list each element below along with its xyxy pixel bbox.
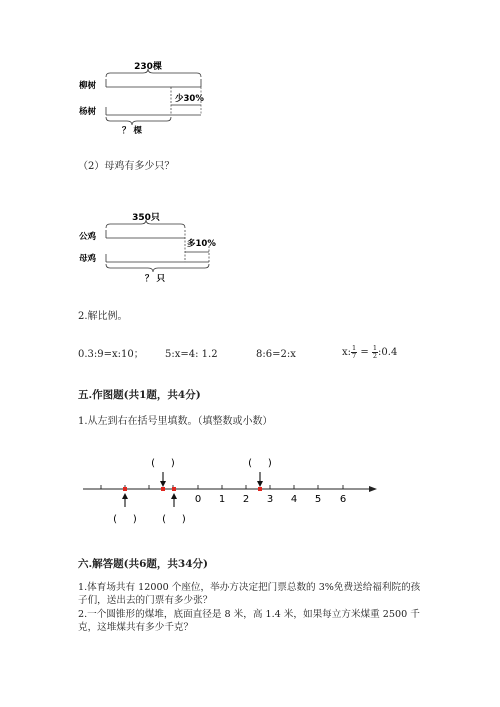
- down-arrow-left: [160, 472, 166, 487]
- total-label: 230棵: [134, 62, 162, 72]
- equation-4-prefix: x:: [342, 347, 352, 358]
- proportion-heading: 2.解比例。: [78, 311, 128, 322]
- answer-parens: [113, 458, 272, 525]
- diff-label: 少30%: [175, 94, 204, 104]
- tick-label-3: 3: [266, 494, 274, 505]
- row1-label: 公鸡: [79, 232, 97, 242]
- bottom-brace: [106, 117, 171, 125]
- diagram-willow-poplar: [75, 55, 215, 135]
- red-point: [258, 487, 262, 491]
- section-6-question-2-line-2: 克，这堆煤共有多少千克？: [78, 622, 194, 633]
- answer-blank-top-right[interactable]: ( ): [248, 458, 272, 469]
- total-label: 350只: [132, 213, 160, 223]
- equation-3: 8:6=2:x: [256, 349, 296, 360]
- bottom-label: ？ 棵: [122, 126, 142, 135]
- equation-4: [342, 345, 397, 360]
- equation-4-mid: =: [357, 347, 372, 358]
- bottom-brace: [106, 264, 209, 272]
- tick-label-4: 4: [290, 494, 298, 505]
- up-arrow-left: [122, 493, 128, 507]
- question-hens: （2）母鸡有多少只？: [78, 161, 175, 172]
- section-5-title: 五.作图题(共1题，共4分): [78, 389, 201, 401]
- row2-label: 杨树: [79, 107, 97, 117]
- tick-label-5: 5: [314, 494, 322, 505]
- diagram-roosters-hens: [75, 206, 235, 286]
- answer-blank-top-left[interactable]: ( ): [151, 458, 175, 469]
- section-6-question-1-line-1: 1.体育场共有 12000 个座位，举办方决定把门票总数的 3%免费送给福利院的孩: [78, 582, 421, 593]
- top-brace: [106, 220, 185, 228]
- section-6-question-1-line-2: 子们，送出去的门票有多少张？: [78, 595, 213, 606]
- section-6-question-2-line-1: 2.一个圆锥形的煤堆，底面直径是 8 米，高 1.4 米，如果每立方米煤重 2500 千: [78, 609, 420, 620]
- fraction-1-numerator: 1: [352, 344, 357, 352]
- fraction-2-numerator: 1: [372, 344, 378, 352]
- fraction-2-denominator: 2: [372, 352, 378, 360]
- diagram-roosters-hens-svg: [75, 206, 235, 286]
- tick-label-1: 1: [218, 494, 226, 505]
- equation-1: 0.3:9=x:10；: [78, 349, 144, 360]
- row2-label: 母鸡: [79, 254, 97, 264]
- bottom-label: ？ 只: [145, 274, 165, 284]
- diagram-willow-poplar-svg: [75, 55, 215, 135]
- equation-2: 5:x=4: 1.2: [165, 349, 218, 360]
- answer-blank-bottom-right[interactable]: ( ): [162, 514, 186, 525]
- axis-arrowhead: [369, 486, 377, 492]
- down-arrow-right: [257, 472, 263, 487]
- diff-label: 多10%: [187, 239, 216, 249]
- section-6-title: 六.解答题(共6题，共34分): [78, 558, 209, 570]
- up-arrow-right: [171, 493, 177, 507]
- tick-label-0: 0: [194, 494, 202, 505]
- red-point: [172, 487, 176, 491]
- fraction-1-denominator: 7: [352, 352, 357, 360]
- ticks: [101, 485, 343, 489]
- number-line-svg: [75, 450, 385, 530]
- red-point: [161, 487, 165, 491]
- section-5-question-1: 1.从左到右在括号里填数。（填整数或小数）: [78, 416, 273, 427]
- equation-4-suffix: :0.4: [378, 347, 398, 358]
- number-line: [75, 450, 385, 530]
- tick-label-2: 2: [242, 494, 250, 505]
- tick-label-6: 6: [339, 494, 347, 505]
- answer-blank-bottom-left[interactable]: ( ): [113, 514, 137, 525]
- tick-labels: [195, 494, 346, 505]
- red-point: [123, 487, 127, 491]
- row1-label: 柳树: [79, 81, 97, 91]
